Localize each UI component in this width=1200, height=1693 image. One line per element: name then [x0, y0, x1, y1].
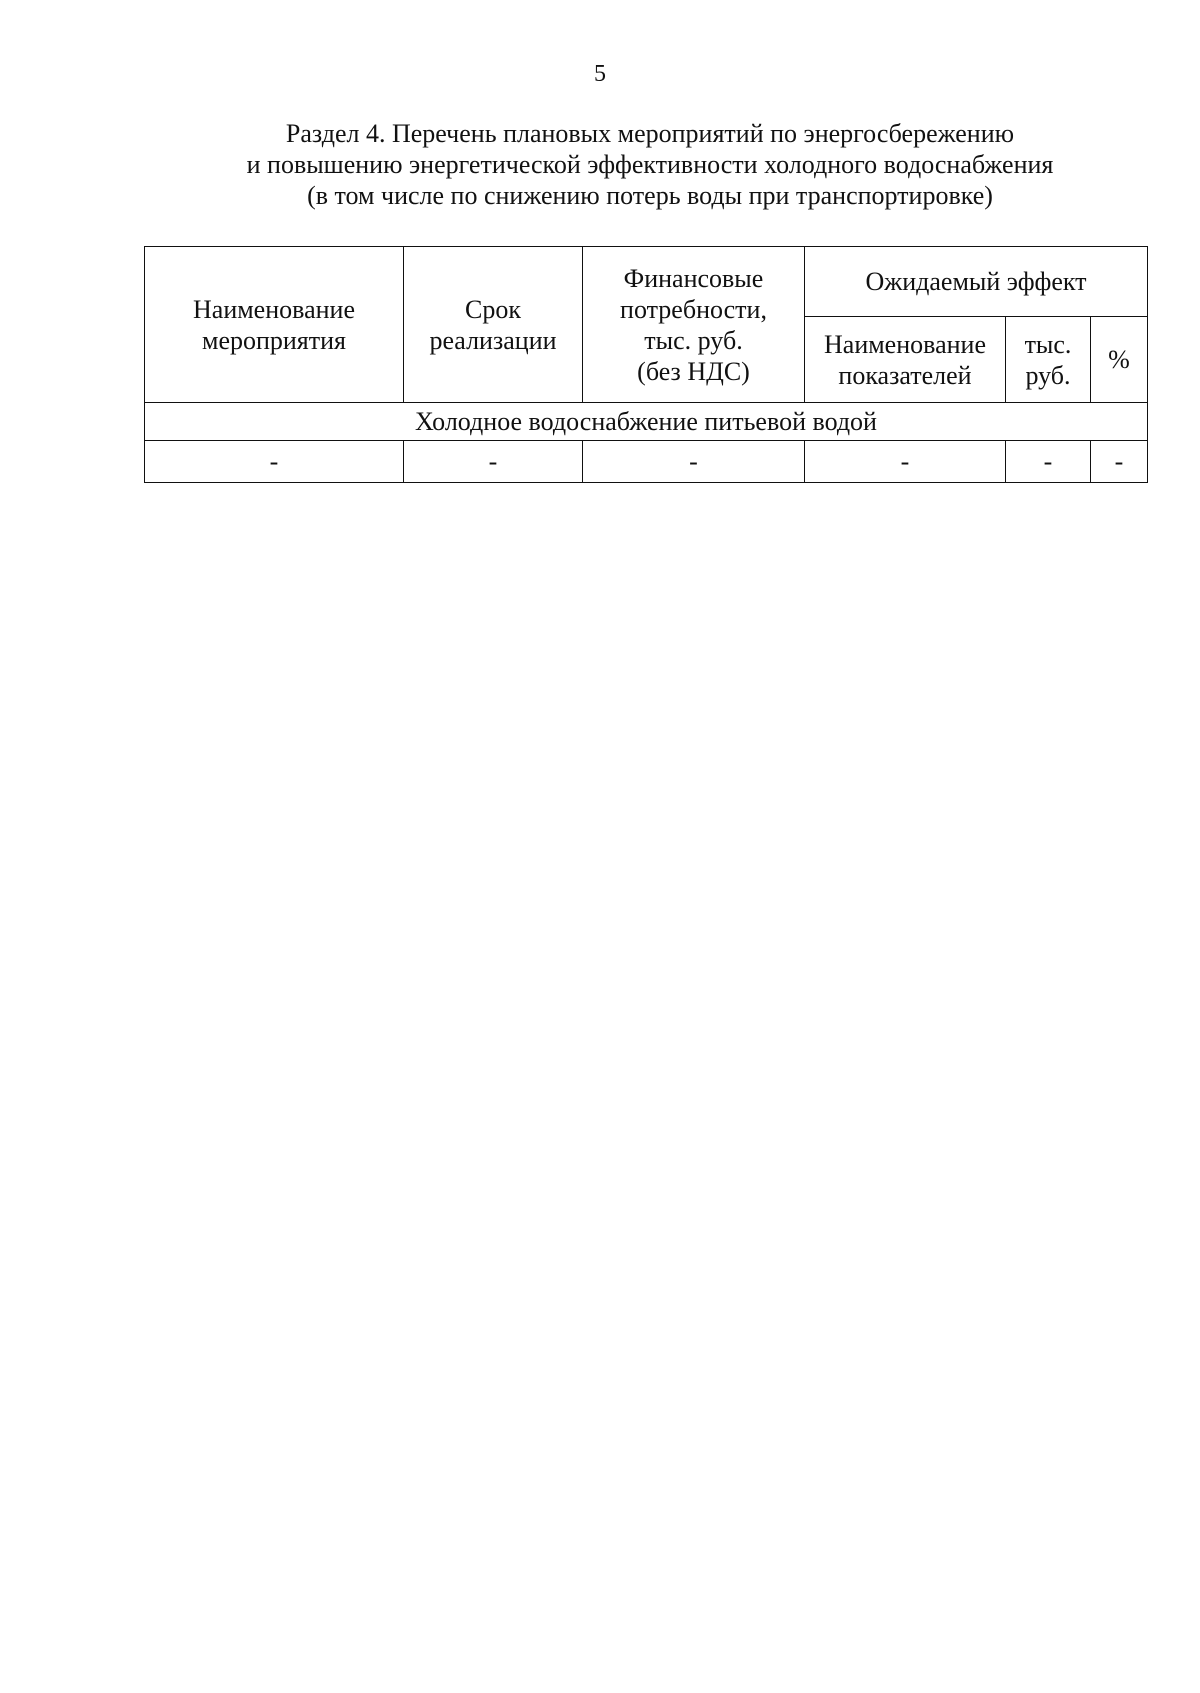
- header-thousand-rub: тыс. руб.: [1006, 317, 1091, 403]
- table-cell: -: [145, 441, 404, 483]
- measures-table: [144, 246, 1148, 483]
- table-row: [145, 441, 1148, 483]
- header-indicators: Наименование показателей: [805, 317, 1006, 403]
- heading-line-2: и повышению энергетической эффективности холодного водоснабжения: [246, 150, 1054, 179]
- header-measure-name: Наименование мероприятия: [145, 247, 404, 403]
- table-cell: -: [805, 441, 1006, 483]
- table-cell: -: [1006, 441, 1091, 483]
- header-percent: %: [1091, 317, 1148, 403]
- table-cell: -: [1091, 441, 1148, 483]
- table-cell: -: [583, 441, 805, 483]
- table-cell: -: [404, 441, 583, 483]
- section-heading: [145, 118, 1155, 211]
- heading-line-3: (в том числе по снижению потерь воды при транспортировке): [307, 181, 993, 210]
- header-term: Срок реализации: [404, 247, 583, 403]
- heading-line-1: Раздел 4. Перечень плановых мероприятий по энергосбережению: [285, 119, 1015, 148]
- header-finance: Финансовые потребности, тыс. руб. (без НДС): [583, 247, 805, 403]
- header-expected-effect: Ожидаемый эффект: [805, 247, 1148, 317]
- section-row-title: Холодное водоснабжение питьевой водой: [145, 403, 1148, 441]
- page-number: 5: [594, 61, 606, 87]
